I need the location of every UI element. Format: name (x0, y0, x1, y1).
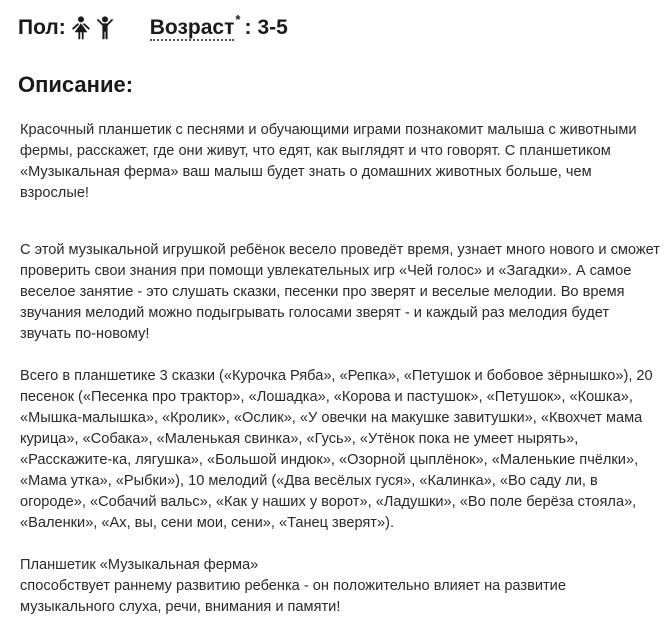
product-meta-row (18, 10, 288, 46)
age-info (149, 11, 288, 41)
description-line: Планшетик «Музыкальная ферма» (20, 557, 259, 573)
girl-icon (72, 16, 90, 40)
age-asterisk: * (235, 11, 241, 27)
age-separator: : (244, 15, 252, 39)
gender-label: Пол: (18, 16, 66, 39)
description-paragraph: Красочный планшетик с песнями и обучающими играми познакомит малыша с животными фермы, расскажет, где они живут, что едят, как выглядят и что говорят. С планшетиком «Музыкальная ферма» ваш малыш будет знать о домашних животных больше, чем взрослые! (20, 122, 637, 201)
description-title: Описание: (18, 72, 134, 97)
age-value: 3-5 (257, 15, 288, 39)
boy-icon (96, 16, 114, 40)
description-paragraph: Всего в планшетике 3 сказки («Курочка Ряба», «Репка», «Петушок и бобовое зёрнышко»), 20 песенок («Песенка про трактор», «Лошадка», «Корова и пастушок», «Петушок», «Кошка», «Мышка-малышка», «Кролик», «Ослик», «У овечки на макушке завитушки», «Квохчет мама курица», «Собака», «Маленькая свинка», «Гусь», «Утёнок пока не умеет нырять», «Расскажите-ка, лягушка», «Большой индюк», «Озорной цыплёнок», «Маленькие пчёлки», «Мама утка», «Рыбки»), 10 мелодий («Два весёлых гуся», «Калинка», «Во саду ли, в огороде», «Собачий вальс», «Как у наших у ворот», «Ладушки», «Во поле берёза стояла», «Валенки», «Ах, вы, сени мои, сени», «Танец зверят»). (20, 368, 653, 531)
description-paragraph (20, 555, 660, 618)
description-body (20, 120, 660, 618)
description-paragraph: С этой музыкальной игрушкой ребёнок весело проведёт время, узнает много нового и сможет проверить свои знания при помощи увлекательных игр «Чей голос» и «Загадки». А самое веселое занятие - это слушать сказки, песенки про зверят и веселые мелодии. Во время звучания мелодий можно подыгрывать голосами зверят - и каждый раз мелодия будет звучать по-новому! (20, 242, 660, 342)
description-line: способствует раннему развитию ребенка - он положительно влияет на развитие музыкального слуха, речи, внимания и памяти! (20, 578, 566, 615)
age-label[interactable]: Возраст (149, 15, 235, 39)
